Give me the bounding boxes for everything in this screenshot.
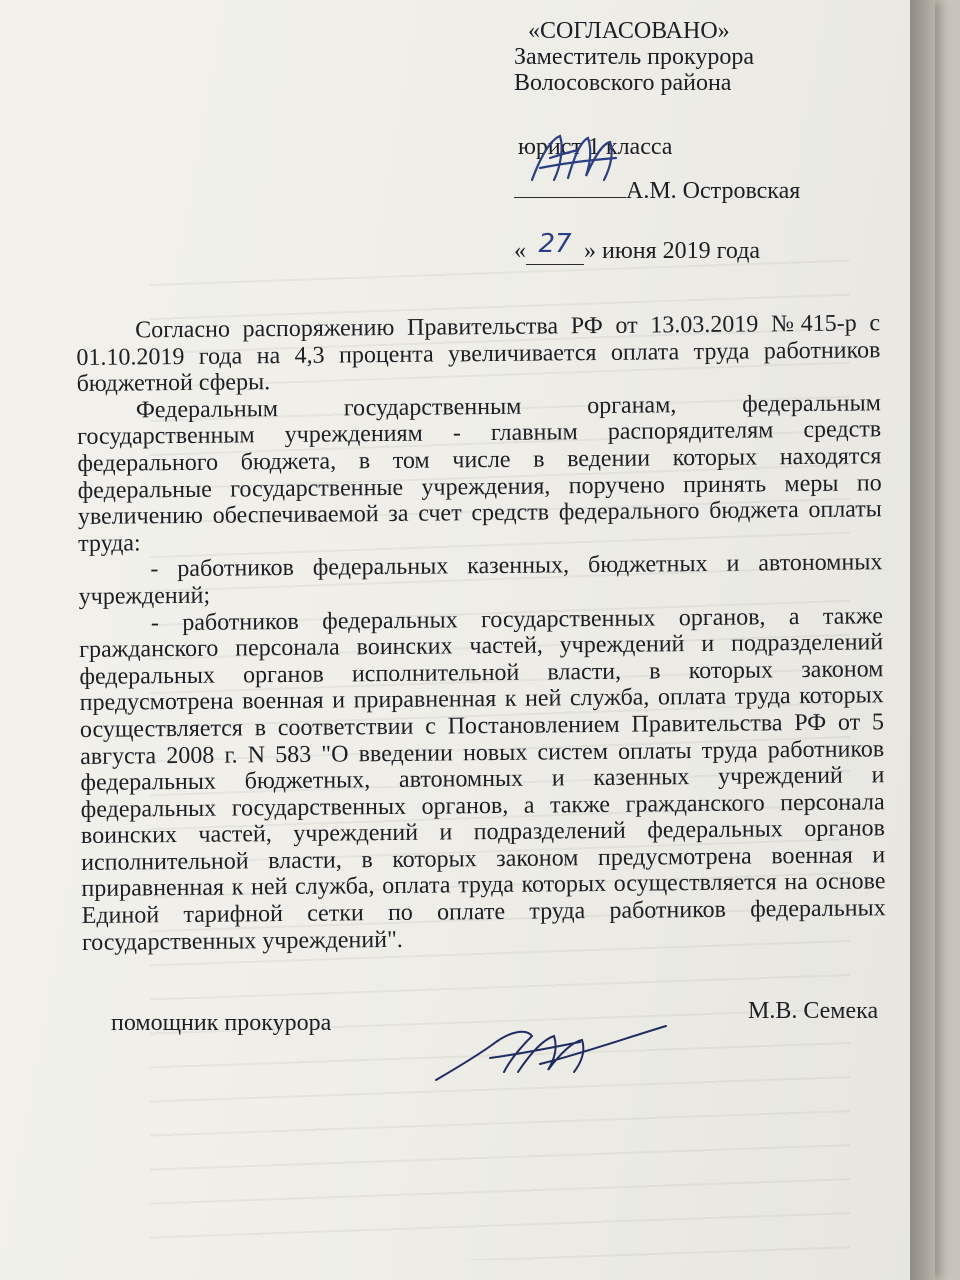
document-body xyxy=(76,310,886,956)
date-day: 27 xyxy=(538,229,572,259)
date-rest: » июня 2019 года xyxy=(584,238,761,264)
body-paragraph-1: Согласно распоряжению Правительства РФ от 13.03.2019 №415-р с 01.10.2019 года на 4,3 процента увеличивается оплата труда работников бюджетной сферы. xyxy=(76,310,881,398)
footer-position: помощник прокурора xyxy=(111,1010,332,1036)
page-edge xyxy=(910,0,935,1280)
approval-signer: А.М. Островская xyxy=(626,178,801,204)
footer-signer: М.В. Семека xyxy=(748,998,879,1024)
date-open-quote: « xyxy=(514,238,526,264)
body-paragraph-2: Федеральным государственным органам, федеральным государственным учреждениям - главным распорядителям средств федерального бюджета, в том числе в ведении которых находятся федеральные государственные учреждения, поручено принять меры по увеличению обеспечиваемой за счет средств федерального бюджета оплаты труда: xyxy=(77,390,882,557)
approval-signature xyxy=(520,128,630,188)
body-paragraph-4: - работников федеральных государственных органов, а также гражданского персонала воинских частей, учреждений и подразделений федеральных органов исполнительной власти, в которых законом предусмотрена военная и приравненная к ней служба, оплата труда которых осуществляется в соответствии с Постановлением Правительства РФ от 5 августа 2008 г. N 583 "О введении новых систем оплаты труда работников федеральных бюджетных, автономных и казенных учреждений и федеральных государственных органов, а также гражданского персонала воинских частей, учреждений и подразделений федеральных органов исполнительной власти, в которых законом предусмотрена военная и приравненная к ней служба, оплата труда которых осуществляется на основе Единой тарифной сетки по оплате труда работников федеральных государственных учреждений". xyxy=(79,602,886,956)
footer-signature xyxy=(430,1018,670,1088)
approval-position-line2: Волосовского района xyxy=(514,70,732,96)
approval-position-line1: Заместитель прокурора xyxy=(514,44,754,70)
approval-stamp: «СОГЛАСОВАНО» xyxy=(528,18,730,44)
body-paragraph-3: - работников федеральных казенных, бюджетных и автономных учреждений; xyxy=(78,549,883,610)
approval-date-row xyxy=(514,229,800,264)
approval-rank: юрист 1 класса xyxy=(518,134,673,160)
